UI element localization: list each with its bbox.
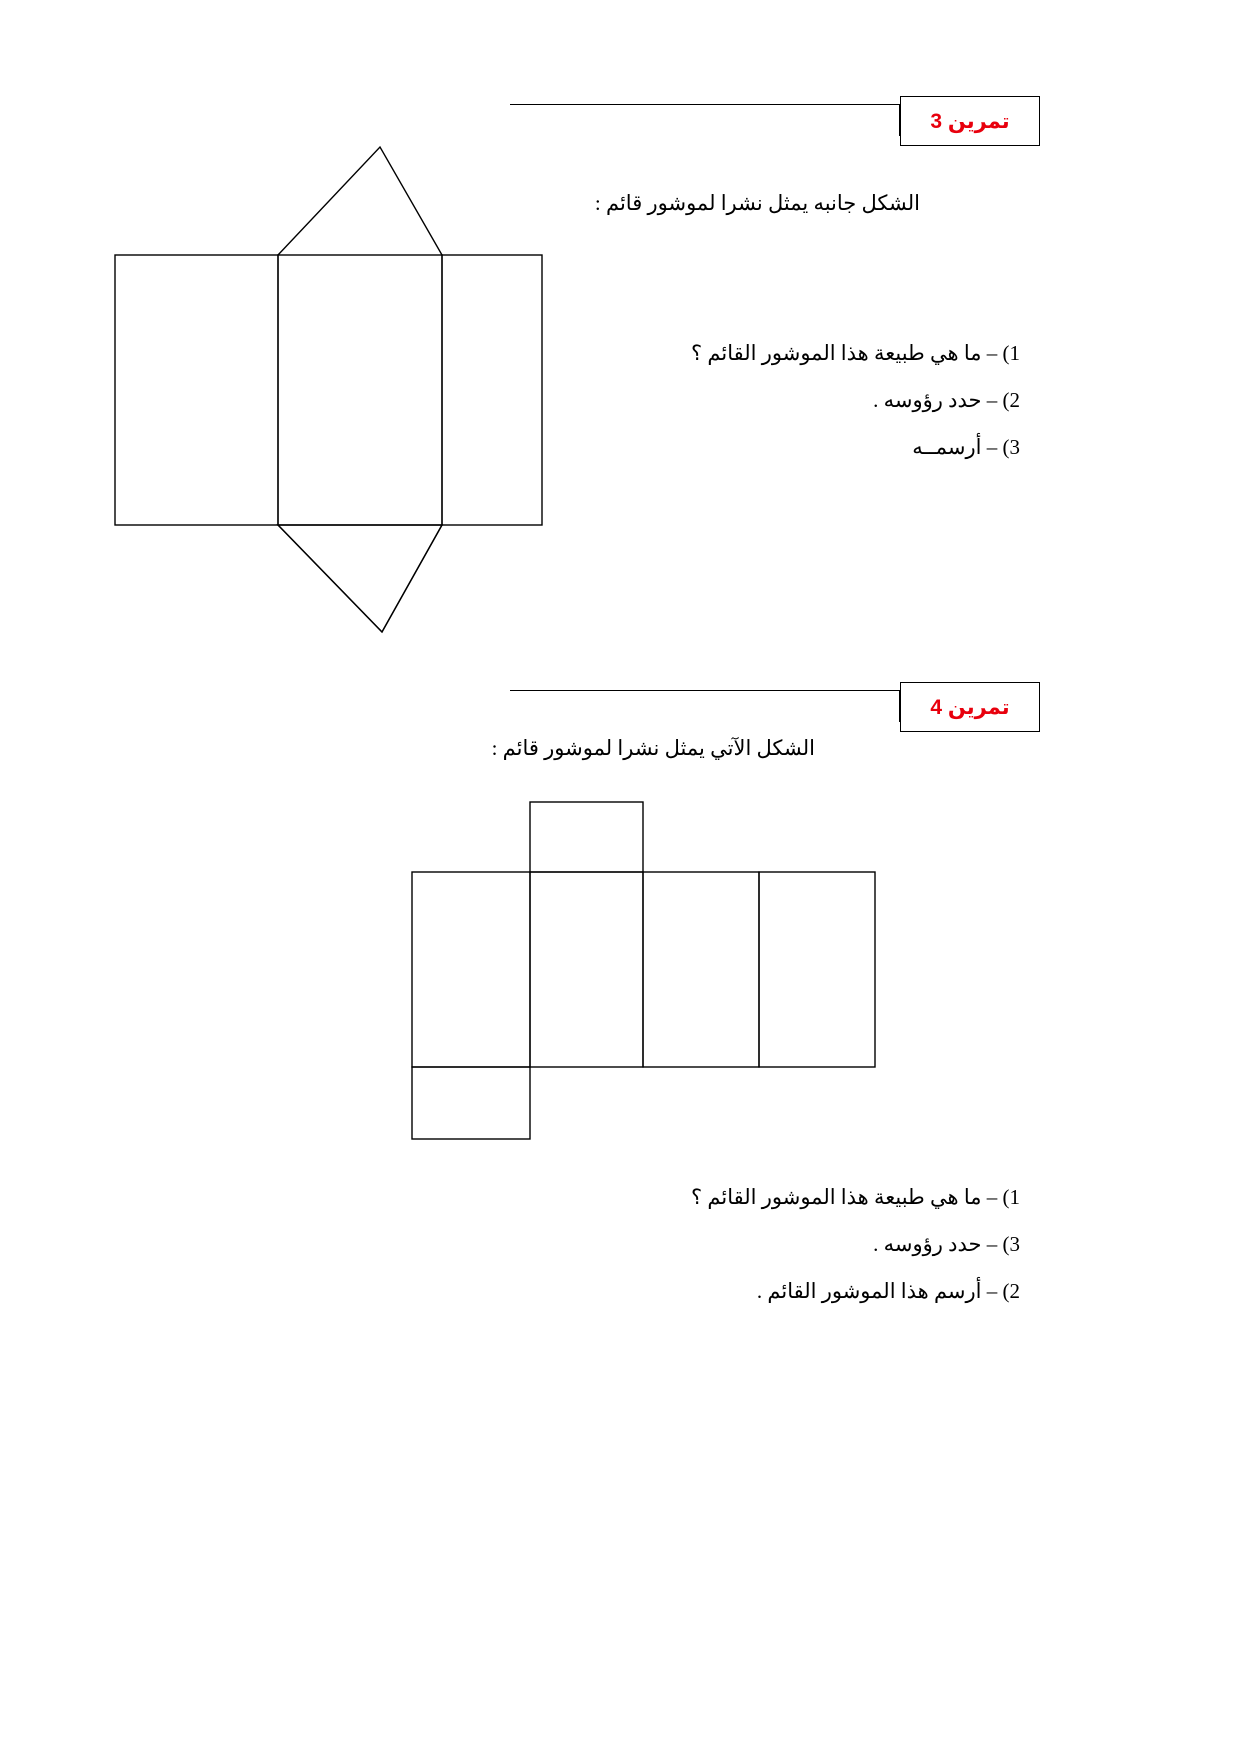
triangular-prism-net: [110, 140, 550, 640]
exercise-3-intro: الشكل جانبه يمثل نشرا لموشور قائم :: [594, 191, 920, 215]
exercise-3-question-1: 1) – ما هي طبيعة هذا الموشور القائم ؟: [691, 341, 1020, 365]
exercise-3-question-3: 3) – أرسمــه: [912, 435, 1020, 459]
exercise-3-badge-label: تمرين 3: [930, 109, 1010, 133]
exercise-4-header: [510, 682, 1040, 734]
exercise-3-rule: [510, 104, 900, 136]
exercise-3-question-2: 2) – حدد رؤوسه .: [873, 388, 1020, 412]
exercise-4-question-3: 2) – أرسم هذا الموشور القائم .: [756, 1279, 1020, 1303]
exercise-4-badge: [900, 682, 1040, 732]
rectangular-prism-net: [410, 800, 885, 1145]
exercise-4-question-1: 1) – ما هي طبيعة هذا الموشور القائم ؟: [691, 1185, 1020, 1209]
exercise-3-header: [510, 96, 1040, 148]
rectangular-prism-net-svg: [410, 800, 885, 1145]
exercise-3-badge: [900, 96, 1040, 146]
triangular-prism-net-svg: [110, 140, 550, 640]
exercise-4-rule: [510, 690, 900, 722]
exercise-4-badge-label: تمرين 4: [930, 695, 1010, 719]
exercise-4-question-2: 3) – حدد رؤوسه .: [873, 1232, 1020, 1256]
exercise-4-intro: الشكل الآتي يمثل نشرا لموشور قائم :: [491, 736, 815, 760]
